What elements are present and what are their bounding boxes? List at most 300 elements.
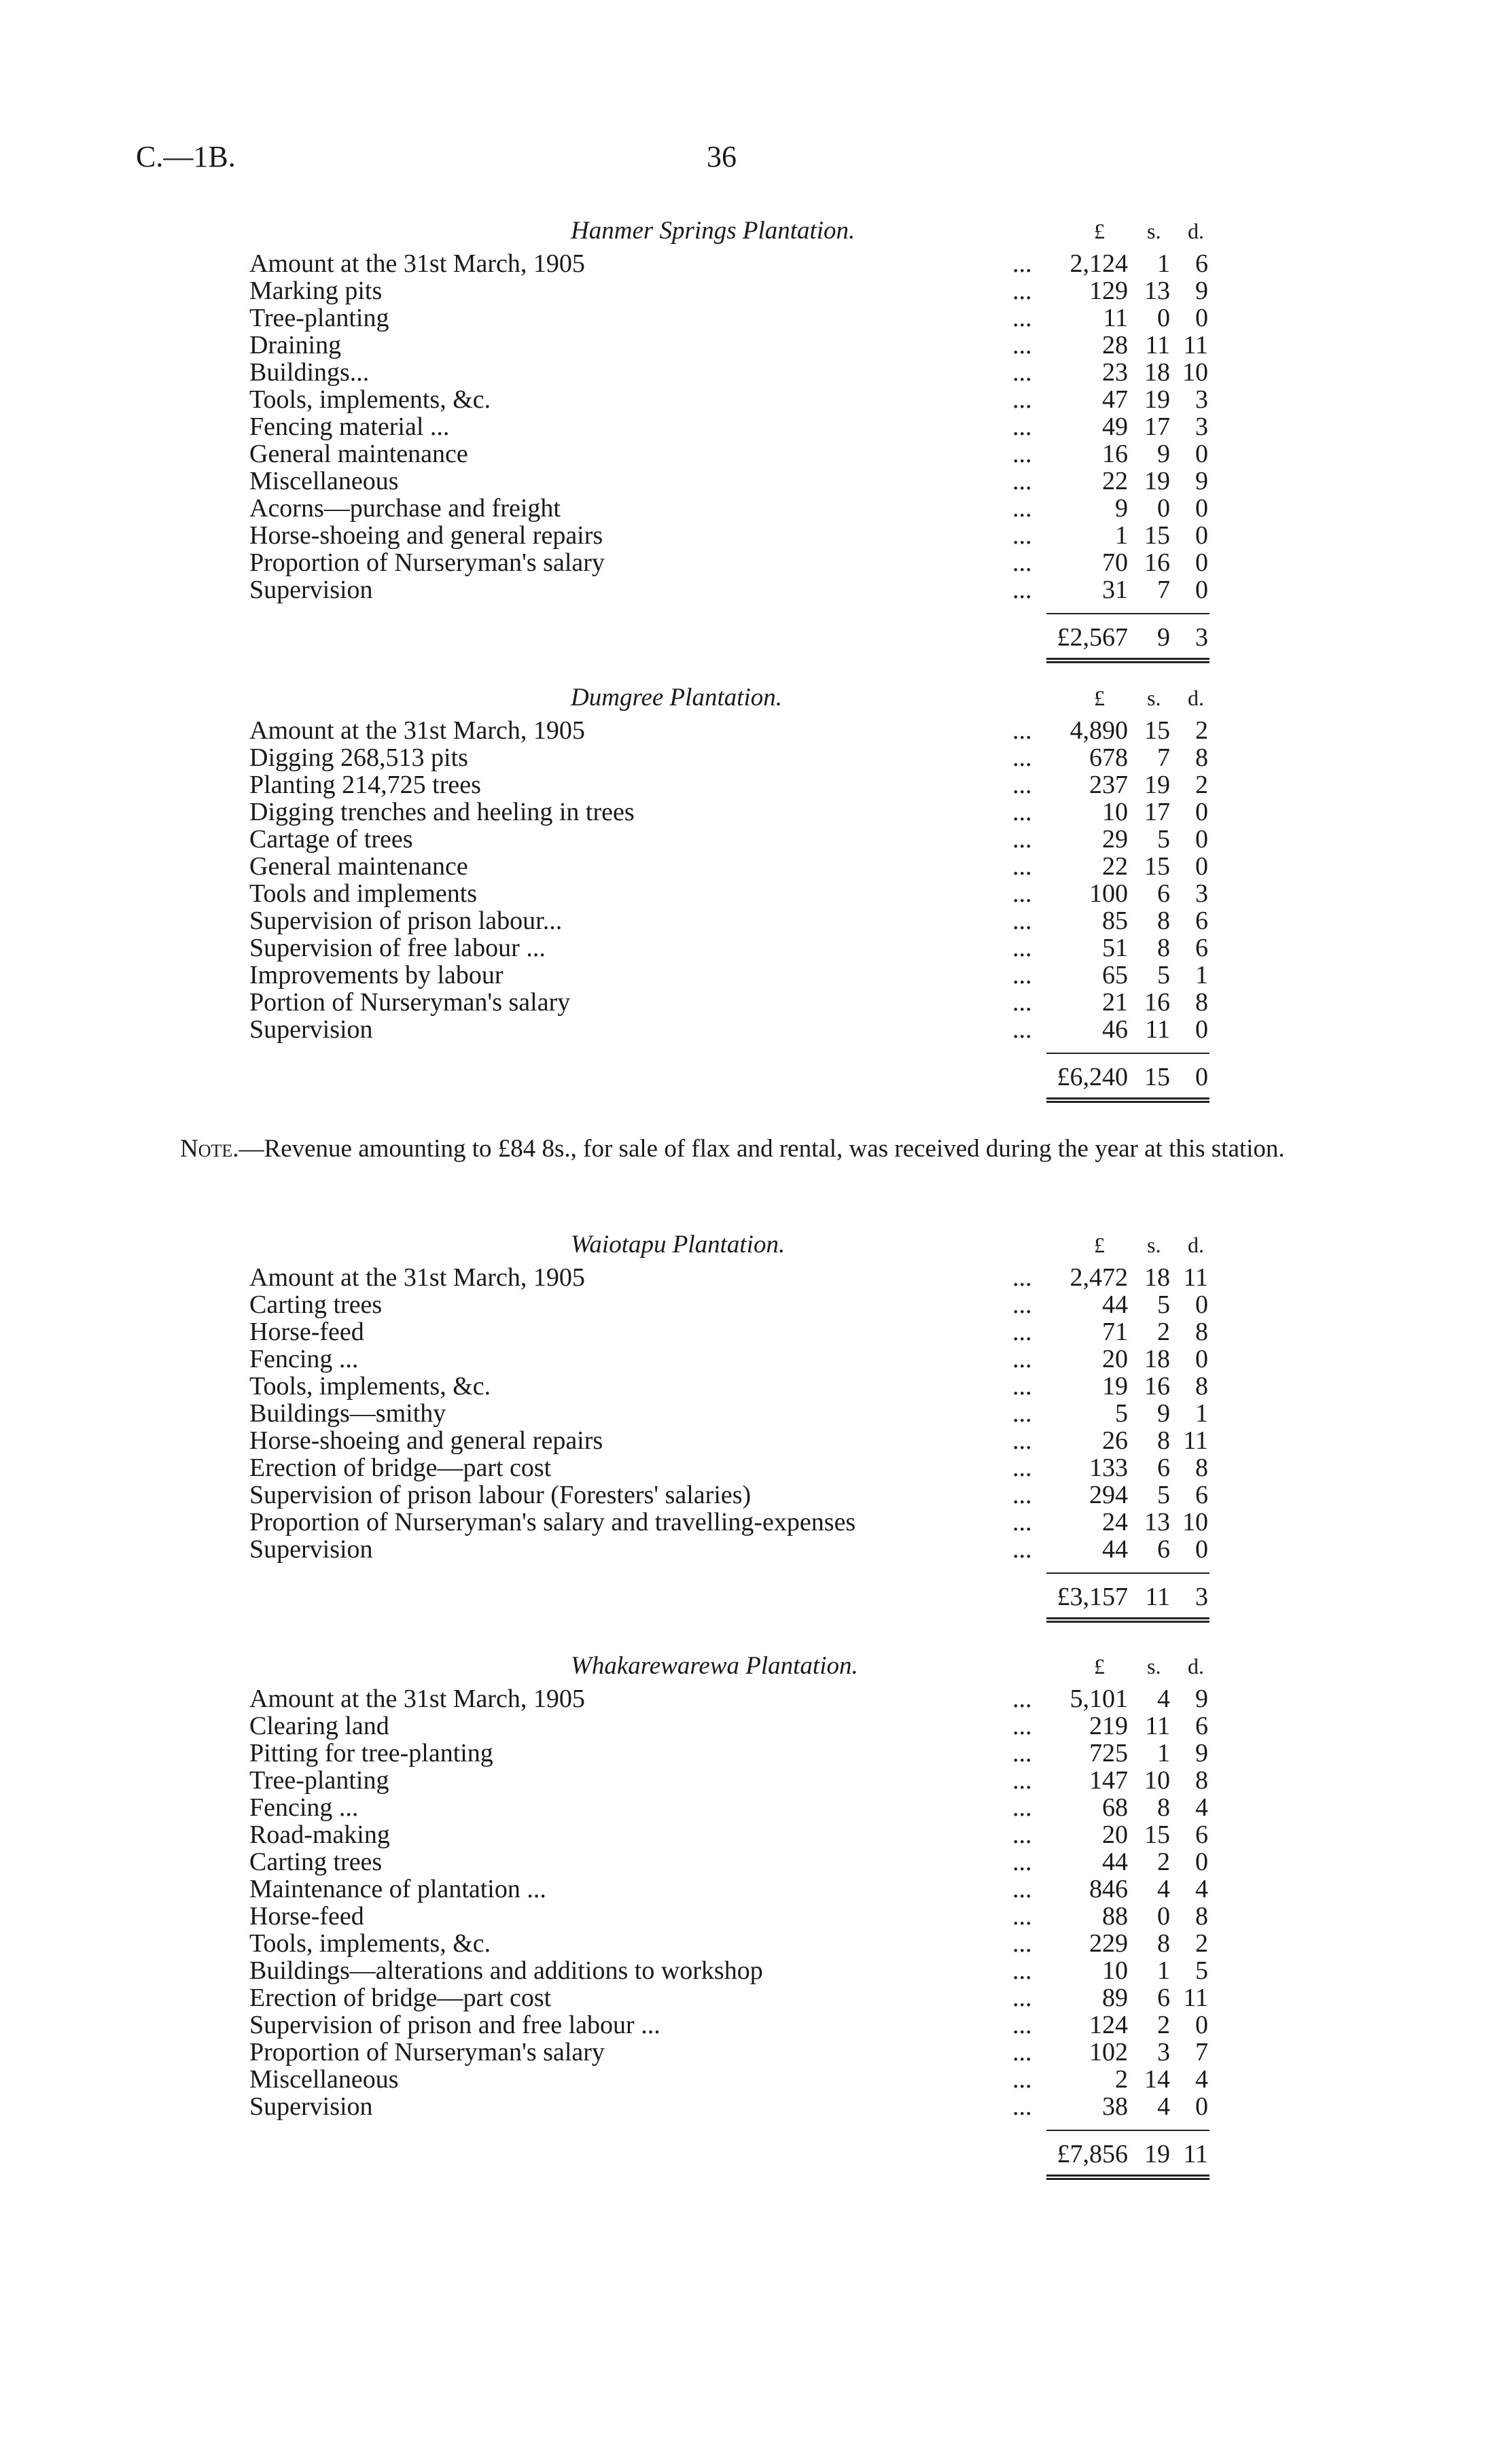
amount-shillings: 6 — [1157, 879, 1170, 908]
dot-leader: ... — [1012, 548, 1032, 577]
amount-shillings: 7 — [1157, 576, 1170, 604]
dot-leader: ... — [1012, 1426, 1032, 1455]
ledger-row — [0, 798, 1501, 826]
amount-pence: 0 — [1195, 548, 1208, 577]
ledger-row — [0, 2066, 1501, 2093]
total-double-rule — [1046, 1617, 1209, 1623]
total-shillings: 11 — [1145, 1583, 1170, 1611]
amount-pounds: 89 — [1102, 1984, 1128, 2012]
amount-shillings: 18 — [1144, 1263, 1170, 1292]
amount-shillings: 17 — [1144, 412, 1170, 441]
dot-leader: ... — [1012, 1318, 1032, 1346]
amount-pounds: 5,101 — [1070, 1685, 1128, 1713]
dot-leader: ... — [1012, 907, 1032, 935]
ledger-row — [0, 2093, 1501, 2120]
ledger-row — [0, 717, 1501, 744]
dot-leader: ... — [1012, 467, 1032, 495]
dot-leader: ... — [1012, 304, 1032, 332]
row-label: Clearing land — [249, 1712, 389, 1740]
total-double-rule — [1046, 658, 1209, 663]
ledger-row — [0, 1984, 1501, 2011]
row-label: Cartage of trees — [249, 825, 413, 853]
amount-pounds: 10 — [1102, 798, 1128, 826]
amount-pounds: 219 — [1089, 1712, 1128, 1740]
dot-leader: ... — [1012, 358, 1032, 387]
amount-pounds: 49 — [1102, 412, 1128, 441]
plantation-section — [0, 1230, 1501, 1623]
amount-pence: 10 — [1182, 1508, 1208, 1536]
row-label: Draining — [249, 331, 342, 359]
row-label: Tree-planting — [249, 304, 389, 332]
dot-leader: ... — [1012, 249, 1032, 278]
row-label: Supervision — [249, 576, 373, 604]
dot-leader: ... — [1012, 1263, 1032, 1292]
dot-leader: ... — [1012, 1454, 1032, 1482]
amount-pounds: 19 — [1102, 1372, 1128, 1401]
amount-shillings: 14 — [1144, 2065, 1170, 2094]
amount-shillings: 8 — [1157, 1929, 1170, 1958]
row-label: Digging trenches and heeling in trees — [249, 798, 635, 826]
amount-pounds: 678 — [1089, 743, 1128, 772]
dot-leader: ... — [1012, 2092, 1032, 2121]
amount-pounds: 1 — [1115, 521, 1128, 550]
dot-leader: ... — [1012, 1984, 1032, 2012]
total-row — [0, 1579, 1501, 1615]
plantation-section — [0, 683, 1501, 1103]
dot-leader: ... — [1012, 494, 1032, 523]
amount-pounds: 9 — [1115, 494, 1128, 523]
ledger-row — [0, 1821, 1501, 1848]
ledger-row — [0, 1685, 1501, 1712]
ledger-row — [0, 304, 1501, 332]
total-shillings: 15 — [1144, 1063, 1170, 1091]
dot-leader: ... — [1012, 879, 1032, 908]
amount-shillings: 15 — [1144, 521, 1170, 550]
amount-shillings: 5 — [1157, 1481, 1170, 1509]
amount-pence: 0 — [1195, 1535, 1208, 1564]
ledger-row — [0, 1930, 1501, 1957]
row-label: Proportion of Nurseryman's salary — [249, 548, 605, 577]
amount-pence: 2 — [1195, 716, 1208, 745]
amount-pence: 10 — [1182, 358, 1208, 387]
pence-column-header: d. — [1188, 1654, 1204, 1678]
amount-pence: 1 — [1195, 1399, 1208, 1428]
row-label: Tools and implements — [249, 879, 478, 908]
amount-pounds: 2 — [1115, 2065, 1128, 2094]
total-row — [0, 2136, 1501, 2172]
amount-pounds: 46 — [1102, 1015, 1128, 1044]
amount-shillings: 6 — [1157, 1535, 1170, 1564]
ledger-row — [0, 1876, 1501, 1903]
row-label: Supervision of free labour ... — [249, 934, 546, 962]
pence-column-header: d. — [1188, 686, 1204, 710]
dot-leader: ... — [1012, 716, 1032, 745]
amount-pence: 8 — [1195, 1766, 1208, 1795]
amount-pence: 0 — [1195, 2011, 1208, 2039]
row-label: Maintenance of plantation ... — [249, 1875, 546, 1903]
amount-shillings: 17 — [1144, 798, 1170, 826]
row-label: Fencing ... — [249, 1345, 359, 1373]
amount-shillings: 4 — [1157, 1875, 1170, 1903]
pounds-column-header: £ — [1094, 219, 1105, 243]
amount-pence: 6 — [1195, 1481, 1208, 1509]
amount-pounds: 44 — [1102, 1290, 1128, 1319]
ledger-row — [0, 1509, 1501, 1536]
total-pounds: £3,157 — [1057, 1583, 1128, 1611]
amount-pounds: 88 — [1102, 1902, 1128, 1931]
amount-shillings: 4 — [1157, 2092, 1170, 2121]
row-label: Amount at the 31st March, 1905 — [249, 1685, 585, 1713]
dot-leader: ... — [1012, 1820, 1032, 1849]
amount-pence: 0 — [1195, 1015, 1208, 1044]
amount-shillings: 15 — [1144, 1820, 1170, 1849]
ledger-row — [0, 1740, 1501, 1767]
ledger-row — [0, 853, 1501, 880]
row-label: Proportion of Nurseryman's salary — [249, 2038, 605, 2066]
pounds-column-header: £ — [1094, 1654, 1105, 1678]
row-label: Horse-shoeing and general repairs — [249, 1426, 603, 1455]
amount-pounds: 20 — [1102, 1345, 1128, 1373]
amount-pence: 0 — [1195, 304, 1208, 332]
amount-pence: 11 — [1183, 1984, 1208, 2012]
ledger-row — [0, 1903, 1501, 1930]
amount-shillings: 11 — [1145, 1712, 1170, 1740]
dot-leader: ... — [1012, 2011, 1032, 2039]
subtotal-rule — [1046, 2130, 1209, 2131]
amount-shillings: 1 — [1157, 249, 1170, 278]
amount-pence: 0 — [1195, 1345, 1208, 1373]
amount-shillings: 5 — [1157, 825, 1170, 853]
amount-shillings: 19 — [1144, 385, 1170, 414]
amount-pence: 0 — [1195, 576, 1208, 604]
amount-shillings: 18 — [1144, 358, 1170, 387]
dot-leader: ... — [1012, 934, 1032, 962]
amount-shillings: 0 — [1157, 1902, 1170, 1931]
ledger-row — [0, 250, 1501, 277]
total-pounds: £6,240 — [1057, 1063, 1128, 1091]
amount-pounds: 70 — [1102, 548, 1128, 577]
dot-leader: ... — [1012, 1875, 1032, 1903]
ledger-row — [0, 934, 1501, 962]
dot-leader: ... — [1012, 1015, 1032, 1044]
row-label: Supervision — [249, 1015, 373, 1044]
amount-pence: 7 — [1195, 2038, 1208, 2066]
amount-pounds: 28 — [1102, 331, 1128, 359]
amount-shillings: 15 — [1144, 852, 1170, 881]
amount-pence: 9 — [1195, 1685, 1208, 1713]
row-label: Amount at the 31st March, 1905 — [249, 1263, 585, 1292]
shillings-column-header: s. — [1147, 1654, 1161, 1678]
amount-shillings: 8 — [1157, 1426, 1170, 1455]
amount-pence: 4 — [1195, 1875, 1208, 1903]
row-label: Erection of bridge—part cost — [249, 1454, 552, 1482]
amount-pence: 0 — [1195, 494, 1208, 523]
amount-shillings: 2 — [1157, 1318, 1170, 1346]
total-pounds: £2,567 — [1057, 623, 1128, 652]
row-label: Acorns—purchase and freight — [249, 494, 561, 523]
ledger-row — [0, 826, 1501, 853]
amount-pounds: 51 — [1102, 934, 1128, 962]
ledger-row — [0, 907, 1501, 934]
section-title: Waiotapu Plantation. — [571, 1231, 785, 1259]
total-pounds: £7,856 — [1057, 2140, 1128, 2168]
section-title: Hanmer Springs Plantation. — [571, 217, 855, 245]
amount-pounds: 47 — [1102, 385, 1128, 414]
amount-pounds: 22 — [1102, 852, 1128, 881]
amount-shillings: 11 — [1145, 1015, 1170, 1044]
pounds-column-header: £ — [1094, 1233, 1105, 1257]
dot-leader: ... — [1012, 331, 1032, 359]
ledger-row — [0, 1794, 1501, 1821]
amount-pounds: 10 — [1102, 1956, 1128, 1985]
dot-leader: ... — [1012, 1929, 1032, 1958]
row-label: Planting 214,725 trees — [249, 771, 481, 799]
dot-leader: ... — [1012, 1739, 1032, 1767]
ledger-row — [0, 1848, 1501, 1876]
plantation-section — [0, 1651, 1501, 2180]
amount-pounds: 237 — [1089, 771, 1128, 799]
row-label: Buildings... — [249, 358, 370, 387]
amount-pence: 8 — [1195, 1902, 1208, 1931]
note-lead: Note. — [180, 1135, 239, 1163]
ledger-row — [0, 549, 1501, 576]
amount-pounds: 29 — [1102, 825, 1128, 853]
amount-pounds: 100 — [1089, 879, 1128, 908]
subtotal-rule — [1046, 1572, 1209, 1574]
dot-leader: ... — [1012, 1712, 1032, 1740]
amount-pounds: 23 — [1102, 358, 1128, 387]
ledger-row — [0, 2039, 1501, 2066]
ledger-row — [0, 1264, 1501, 1291]
row-label: Pitting for tree-planting — [249, 1739, 493, 1767]
ledger-row — [0, 413, 1501, 440]
row-label: General maintenance — [249, 440, 468, 468]
ledger-row — [0, 1400, 1501, 1427]
dot-leader: ... — [1012, 1508, 1032, 1536]
total-pence: 0 — [1195, 1063, 1208, 1091]
subtotal-rule — [1046, 1053, 1209, 1054]
pounds-column-header: £ — [1094, 686, 1105, 710]
amount-shillings: 8 — [1157, 907, 1170, 935]
amount-pence: 8 — [1195, 743, 1208, 772]
amount-pounds: 21 — [1102, 988, 1128, 1017]
row-label: Tools, implements, &c. — [249, 385, 491, 414]
ledger-row — [0, 989, 1501, 1016]
amount-pounds: 124 — [1089, 2011, 1128, 2039]
amount-pounds: 2,472 — [1070, 1263, 1128, 1292]
row-label: Supervision of prison labour (Foresters' salaries) — [249, 1481, 752, 1509]
amount-pounds: 24 — [1102, 1508, 1128, 1536]
amount-pounds: 4,890 — [1070, 716, 1128, 745]
amount-pence: 9 — [1195, 467, 1208, 495]
section-header — [0, 1651, 1501, 1685]
amount-pence: 3 — [1195, 412, 1208, 441]
ledger-row — [0, 880, 1501, 907]
amount-shillings: 15 — [1144, 716, 1170, 745]
row-label: Tools, implements, &c. — [249, 1929, 491, 1958]
amount-pence: 5 — [1195, 1956, 1208, 1985]
dot-leader: ... — [1012, 412, 1032, 441]
amount-pence: 0 — [1195, 1848, 1208, 1876]
row-label: Digging 268,513 pits — [249, 743, 468, 772]
row-label: Improvements by labour — [249, 961, 504, 989]
amount-shillings: 19 — [1144, 467, 1170, 495]
amount-pence: 0 — [1195, 852, 1208, 881]
total-pence: 11 — [1183, 2140, 1208, 2168]
amount-pence: 11 — [1183, 1263, 1208, 1292]
amount-shillings: 1 — [1157, 1956, 1170, 1985]
amount-pounds: 71 — [1102, 1318, 1128, 1346]
amount-pence: 6 — [1195, 907, 1208, 935]
amount-shillings: 16 — [1144, 988, 1170, 1017]
ledger-row — [0, 744, 1501, 771]
ledger-row — [0, 359, 1501, 386]
amount-pence: 2 — [1195, 771, 1208, 799]
row-label: Supervision of prison and free labour ... — [249, 2011, 660, 2039]
amount-pence: 8 — [1195, 1372, 1208, 1401]
ledger-row — [0, 495, 1501, 522]
dot-leader: ... — [1012, 988, 1032, 1017]
amount-pounds: 31 — [1102, 576, 1128, 604]
amount-pounds: 102 — [1089, 2038, 1128, 2066]
amount-pounds: 5 — [1115, 1399, 1128, 1428]
ledger-row — [0, 2011, 1501, 2039]
amount-pence: 11 — [1183, 1426, 1208, 1455]
amount-shillings: 16 — [1144, 548, 1170, 577]
ledger-row — [0, 1373, 1501, 1400]
amount-shillings: 16 — [1144, 1372, 1170, 1401]
dot-leader: ... — [1012, 277, 1032, 305]
amount-pounds: 22 — [1102, 467, 1128, 495]
amount-pounds: 85 — [1102, 907, 1128, 935]
dot-leader: ... — [1012, 2065, 1032, 2094]
ledger-row — [0, 1318, 1501, 1345]
note-text: —Revenue amounting to £84 8s., for sale of flax and rental, was received during the year at this station. — [239, 1135, 1285, 1163]
dot-leader: ... — [1012, 743, 1032, 772]
amount-pounds: 846 — [1089, 1875, 1128, 1903]
row-label: Road-making — [249, 1820, 390, 1849]
amount-pence: 1 — [1195, 961, 1208, 989]
amount-pounds: 294 — [1089, 1481, 1128, 1509]
ledger-row — [0, 468, 1501, 495]
page-number: 36 — [707, 140, 737, 173]
dot-leader: ... — [1012, 385, 1032, 414]
revenue-note — [139, 1135, 1356, 1163]
subtotal-rule — [1046, 613, 1209, 614]
dot-leader: ... — [1012, 852, 1032, 881]
row-label: Amount at the 31st March, 1905 — [249, 716, 585, 745]
amount-shillings: 10 — [1144, 1766, 1170, 1795]
pence-column-header: d. — [1188, 219, 1204, 243]
dot-leader: ... — [1012, 1535, 1032, 1564]
dot-leader: ... — [1012, 961, 1032, 989]
amount-shillings: 19 — [1144, 771, 1170, 799]
amount-shillings: 1 — [1157, 1739, 1170, 1767]
amount-pounds: 20 — [1102, 1820, 1128, 1849]
dot-leader: ... — [1012, 1290, 1032, 1319]
amount-pence: 6 — [1195, 1712, 1208, 1740]
amount-pence: 6 — [1195, 249, 1208, 278]
row-label: Horse-feed — [249, 1902, 364, 1931]
row-label: Proportion of Nurseryman's salary and travelling-expenses — [249, 1508, 856, 1536]
amount-pence: 3 — [1195, 879, 1208, 908]
row-label: General maintenance — [249, 852, 468, 881]
row-label: Supervision of prison labour... — [249, 907, 563, 935]
ledger-row — [0, 440, 1501, 468]
total-shillings: 9 — [1157, 623, 1170, 652]
amount-pence: 3 — [1195, 385, 1208, 414]
amount-shillings: 6 — [1157, 1984, 1170, 2012]
amount-pounds: 44 — [1102, 1848, 1128, 1876]
amount-pence: 9 — [1195, 1739, 1208, 1767]
amount-pounds: 44 — [1102, 1535, 1128, 1564]
ledger-row — [0, 576, 1501, 603]
row-label: Erection of bridge—part cost — [249, 1984, 552, 2012]
dot-leader: ... — [1012, 1481, 1032, 1509]
row-label: Supervision — [249, 2092, 373, 2121]
amount-pence: 0 — [1195, 440, 1208, 468]
row-label: Horse-shoeing and general repairs — [249, 521, 603, 550]
row-label: Buildings—alterations and additions to workshop — [249, 1956, 763, 1985]
amount-shillings: 6 — [1157, 1454, 1170, 1482]
amount-shillings: 8 — [1157, 934, 1170, 962]
amount-pence: 0 — [1195, 825, 1208, 853]
document-code: C.—1B. — [136, 140, 236, 173]
ledger-row — [0, 522, 1501, 549]
shillings-column-header: s. — [1147, 686, 1161, 710]
dot-leader: ... — [1012, 440, 1032, 468]
amount-pounds: 133 — [1089, 1454, 1128, 1482]
dot-leader: ... — [1012, 1685, 1032, 1713]
amount-shillings: 7 — [1157, 743, 1170, 772]
ledger-row — [0, 1291, 1501, 1318]
ledger-row — [0, 962, 1501, 989]
amount-shillings: 0 — [1157, 304, 1170, 332]
pence-column-header: d. — [1188, 1233, 1204, 1257]
ledger-row — [0, 1481, 1501, 1509]
amount-pence: 4 — [1195, 2065, 1208, 2094]
amount-shillings: 5 — [1157, 1290, 1170, 1319]
row-label: Miscellaneous — [249, 467, 399, 495]
ledger-row — [0, 1454, 1501, 1481]
amount-pounds: 26 — [1102, 1426, 1128, 1455]
amount-shillings: 2 — [1157, 1848, 1170, 1876]
row-label: Buildings—smithy — [249, 1399, 446, 1428]
plantation-section — [0, 216, 1501, 663]
amount-pounds: 725 — [1089, 1739, 1128, 1767]
amount-pence: 4 — [1195, 1793, 1208, 1822]
dot-leader: ... — [1012, 1345, 1032, 1373]
total-pence: 3 — [1195, 1583, 1208, 1611]
amount-shillings: 9 — [1157, 1399, 1170, 1428]
total-double-rule — [1046, 1097, 1209, 1103]
ledger-row — [0, 277, 1501, 304]
amount-pence: 0 — [1195, 1290, 1208, 1319]
dot-leader: ... — [1012, 2038, 1032, 2066]
amount-shillings: 4 — [1157, 1685, 1170, 1713]
amount-shillings: 13 — [1144, 277, 1170, 305]
dot-leader: ... — [1012, 1399, 1032, 1428]
row-label: Carting trees — [249, 1290, 383, 1319]
dot-leader: ... — [1012, 1372, 1032, 1401]
total-shillings: 19 — [1144, 2140, 1170, 2168]
ledger-row — [0, 1767, 1501, 1794]
amount-pounds: 229 — [1089, 1929, 1128, 1958]
dot-leader: ... — [1012, 1793, 1032, 1822]
amount-pence: 2 — [1195, 1929, 1208, 1958]
ledger-row — [0, 771, 1501, 798]
amount-pounds: 2,124 — [1070, 249, 1128, 278]
